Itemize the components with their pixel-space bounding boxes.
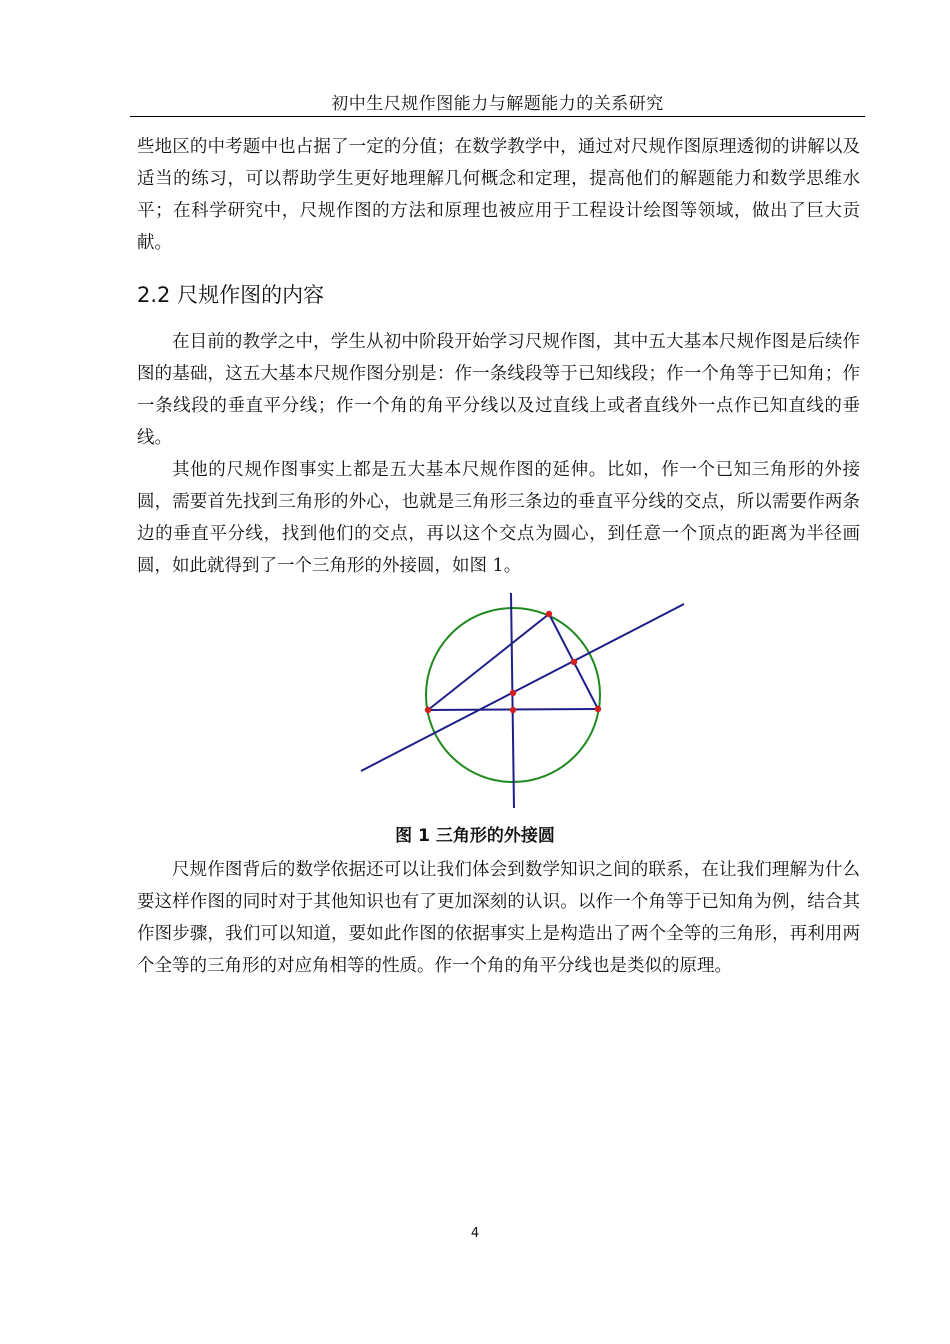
perpendicular-bisector-vertical (511, 593, 514, 808)
circumcenter-point (510, 690, 516, 696)
paragraph-circumcircle-example: 其他的尺规作图事实上都是五大基本尺规作图的延伸。比如，作一个已知三角形的外接圆，需要首先找到三角形的外心，也就是三角形三条边的垂直平分线的交点，所以需要作两条边的垂直平分线，找到他们的交点，再以这个交点为圆心，到任意一个顶点的距离为半径画圆，如此就得到了一个三角形的外接圆，如图 1。 (137, 460, 860, 576)
perpendicular-bisector-oblique (361, 604, 684, 771)
midpoint-point (510, 707, 516, 713)
midpoint-point (571, 659, 577, 665)
section-heading: 2.2 尺规作图的内容 (137, 283, 325, 307)
paragraph-mathematical-basis: 尺规作图背后的数学依据还可以让我们体会到数学知识之间的联系，在让我们理解为什么要这样作图的同时对于其他知识也有了更加深刻的认识。以作一个角等于已知角为例，结合其作图步骤，我们可以知道，要如此作图的依据事实上是构造出了两个全等的三角形，再利用两个全等的三角形的对应角相等的性质。作一个角的角平分线也是类似的原理。 (137, 860, 860, 976)
circumcircle-figure (350, 590, 695, 815)
vertex-point (595, 706, 601, 712)
page-number: 4 (470, 1226, 480, 1241)
figure-caption: 图 1 三角形的外接圆 (395, 826, 555, 846)
header-rule (130, 116, 865, 117)
vertex-point (425, 707, 431, 713)
paragraph-five-basic-constructions: 在目前的教学之中，学生从初中阶段开始学习尺规作图，其中五大基本尺规作图是后续作图的基础，这五大基本尺规作图分别是：作一条线段等于已知线段；作一个角等于已知角；作一条线段的垂直平分线；作一个角的角平分线以及过直线上或者直线外一点作已知直线的垂线。 (137, 332, 860, 448)
vertex-point (546, 611, 552, 617)
running-header: 初中生尺规作图能力与解题能力的关系研究 (331, 94, 664, 114)
paragraph-continued: 些地区的中考题中也占据了一定的分值；在数学教学中，通过对尺规作图原理透彻的讲解以及适当的练习，可以帮助学生更好地理解几何概念和定理，提高他们的解题能力和数学思维水平；在科学研究中，尺规作图的方法和原理也被应用于工程设计绘图等领域，做出了巨大贡献。 (137, 137, 860, 253)
triangle-side-ab (428, 614, 549, 710)
